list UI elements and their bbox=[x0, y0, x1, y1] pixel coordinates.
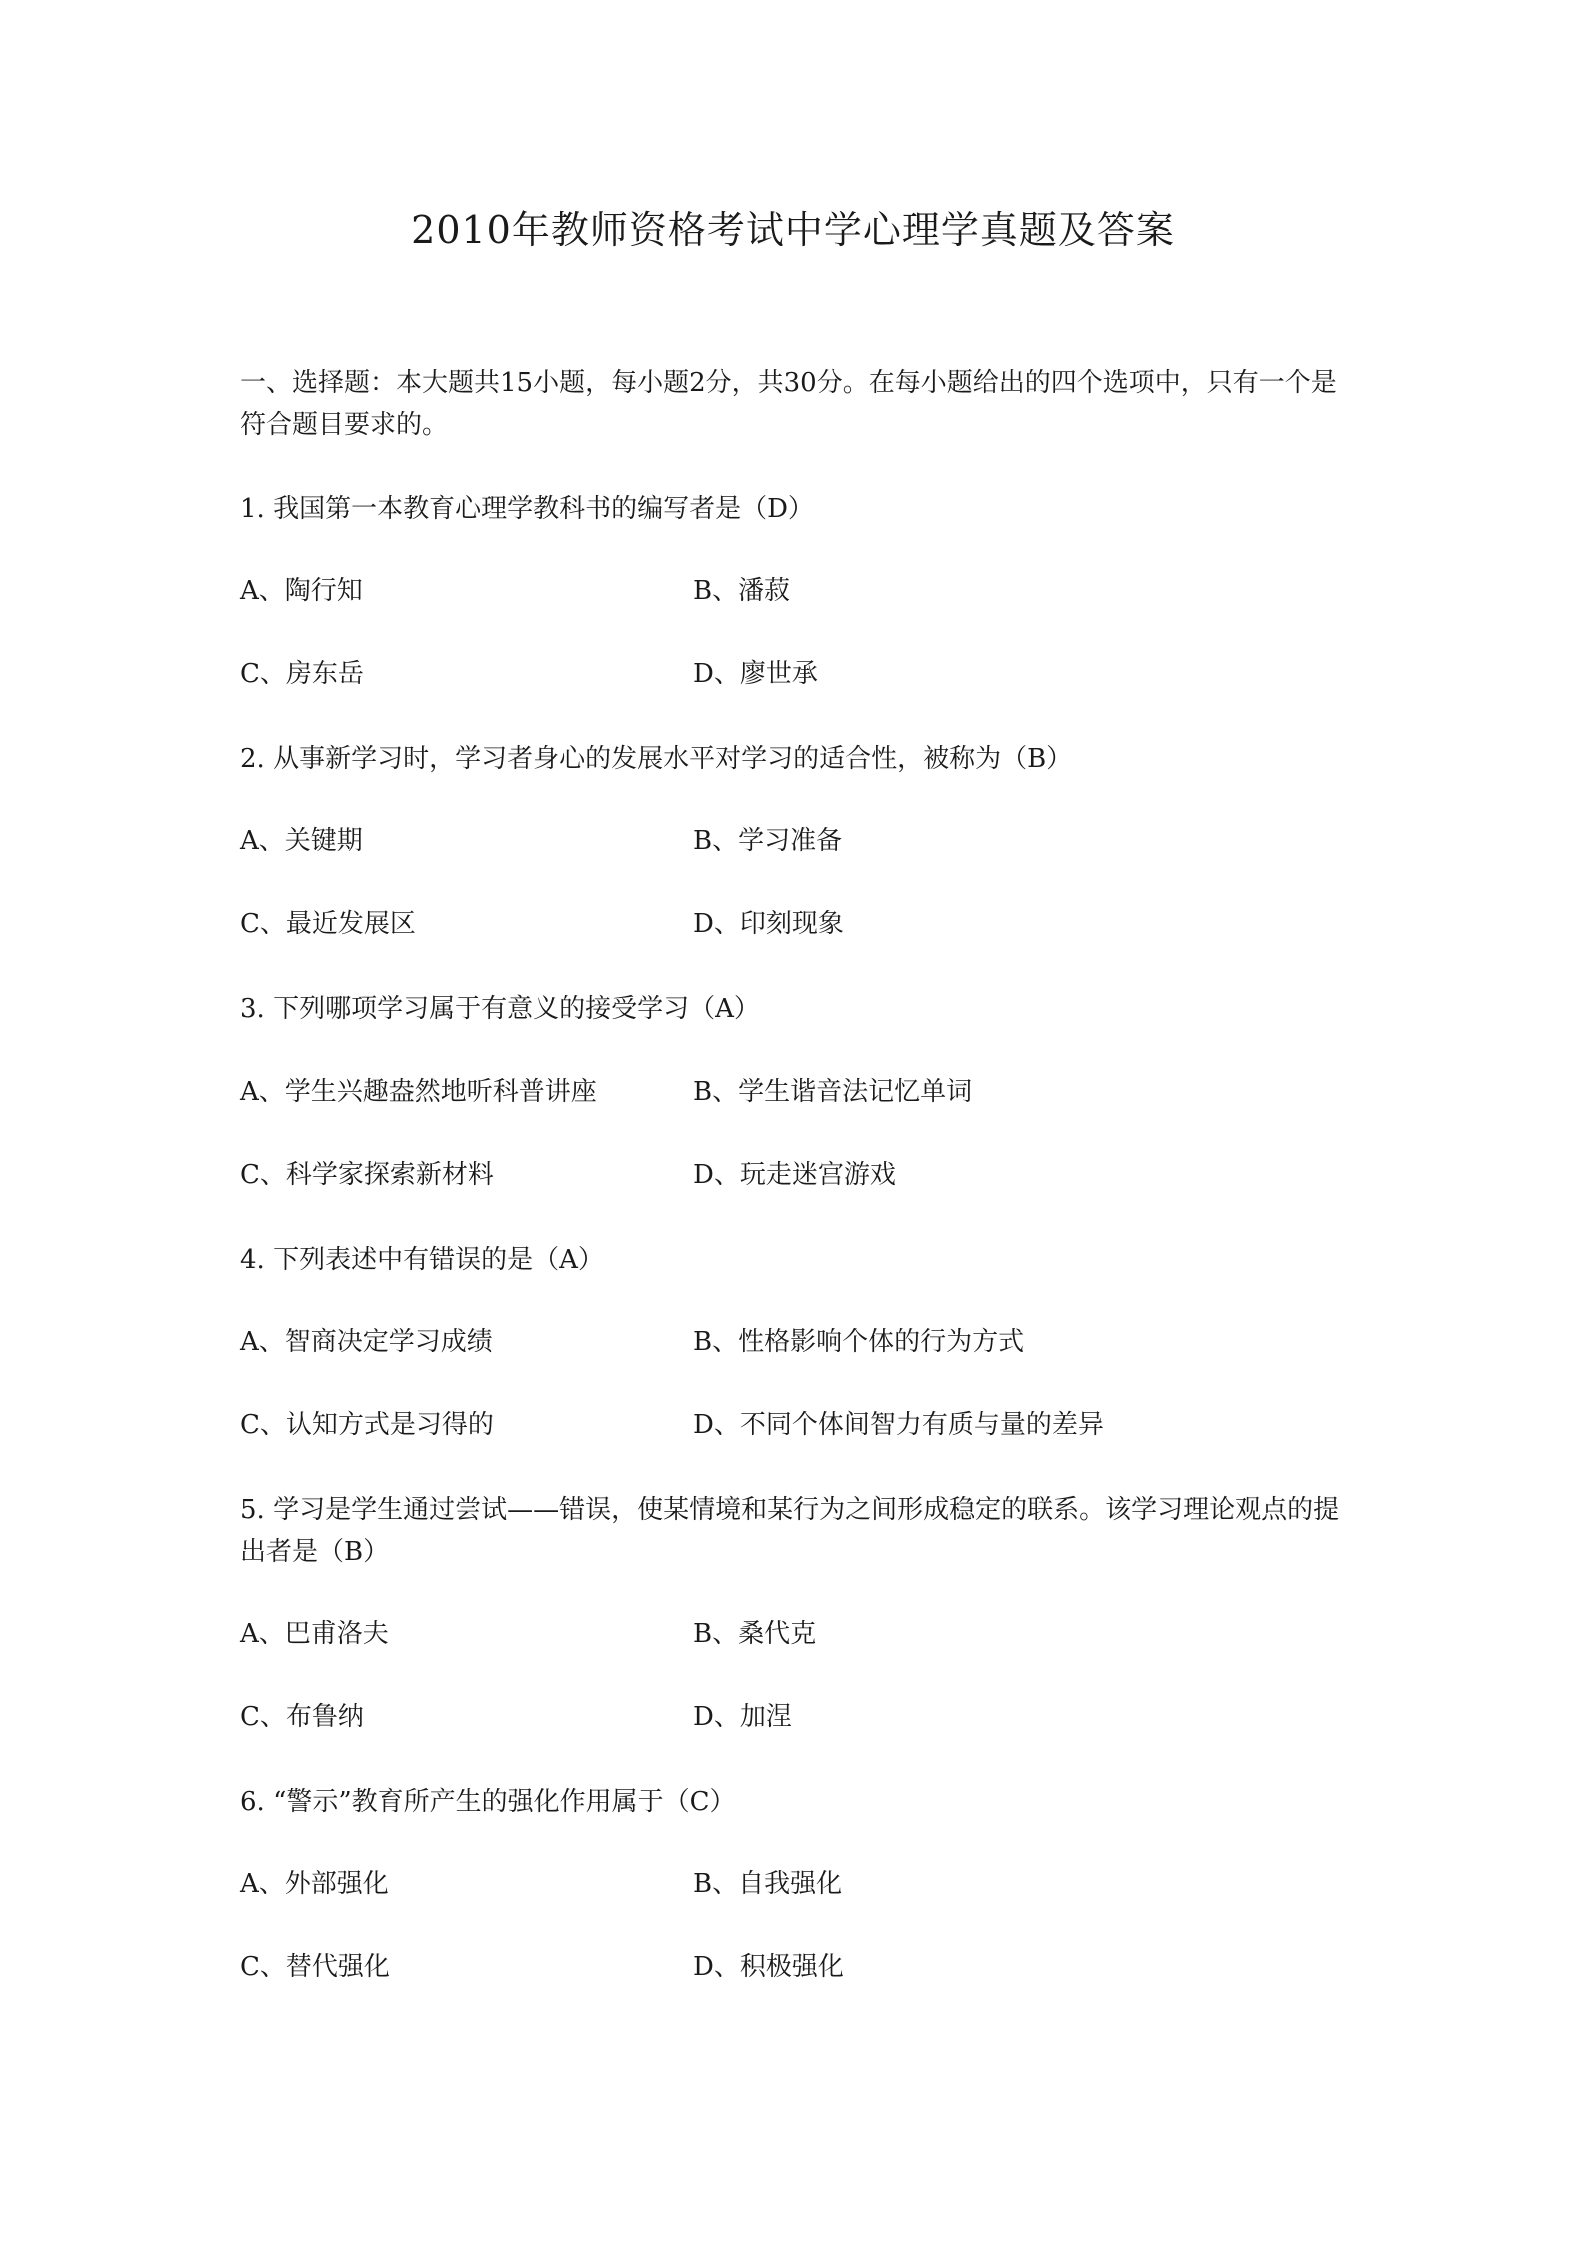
question-stem: 6. “警示”教育所产生的强化作用属于（C） bbox=[240, 1787, 736, 1817]
option-c: C、布鲁纳 bbox=[240, 1702, 364, 1732]
question-stem: 4. 下列表述中有错误的是（A） bbox=[240, 1245, 604, 1275]
option-c: C、科学家探索新材料 bbox=[240, 1160, 494, 1190]
option-b: B、桑代克 bbox=[693, 1619, 817, 1649]
option-a: A、巴甫洛夫 bbox=[240, 1619, 389, 1649]
question-stem: 1. 我国第一本教育心理学教科书的编写者是（D） bbox=[240, 494, 814, 524]
option-d: D、积极强化 bbox=[693, 1952, 844, 1982]
question-stem: 3. 下列哪项学习属于有意义的接受学习（A） bbox=[240, 994, 760, 1024]
document-title: 2010年教师资格考试中学心理学真题及答案 bbox=[411, 208, 1175, 252]
option-b: B、学习准备 bbox=[693, 826, 843, 856]
option-d: D、廖世承 bbox=[693, 659, 818, 689]
option-b: B、性格影响个体的行为方式 bbox=[693, 1327, 1025, 1357]
section-intro: 一、选择题：本大题共15小题，每小题2分，共30分。在每小题给出的四个选项中，只有一个是符合题目要求的。 bbox=[240, 368, 1337, 440]
option-a: A、关键期 bbox=[240, 826, 363, 856]
option-a: A、陶行知 bbox=[240, 576, 363, 606]
option-d: D、加涅 bbox=[693, 1702, 792, 1732]
question-stem: 2. 从事新学习时，学习者身心的发展水平对学习的适合性，被称为（B） bbox=[240, 744, 1073, 774]
option-c: C、认知方式是习得的 bbox=[240, 1410, 494, 1440]
option-a: A、外部强化 bbox=[240, 1869, 389, 1899]
option-c: C、房东岳 bbox=[240, 659, 364, 689]
option-c: C、最近发展区 bbox=[240, 909, 416, 939]
option-a: A、智商决定学习成绩 bbox=[240, 1327, 493, 1357]
option-d: D、印刻现象 bbox=[693, 909, 844, 939]
option-a: A、学生兴趣盎然地听科普讲座 bbox=[240, 1077, 597, 1107]
option-b: B、潘菽 bbox=[693, 576, 791, 606]
option-b: B、学生谐音法记忆单词 bbox=[693, 1077, 973, 1107]
option-b: B、自我强化 bbox=[693, 1869, 843, 1899]
option-d: D、玩走迷宫游戏 bbox=[693, 1160, 896, 1190]
option-c: C、替代强化 bbox=[240, 1952, 390, 1982]
question-stem: 5. 学习是学生通过尝试——错误，使某情境和某行为之间形成稳定的联系。该学习理论观点的提出者是（B） bbox=[240, 1495, 1340, 1567]
option-d: D、不同个体间智力有质与量的差异 bbox=[693, 1410, 1104, 1440]
